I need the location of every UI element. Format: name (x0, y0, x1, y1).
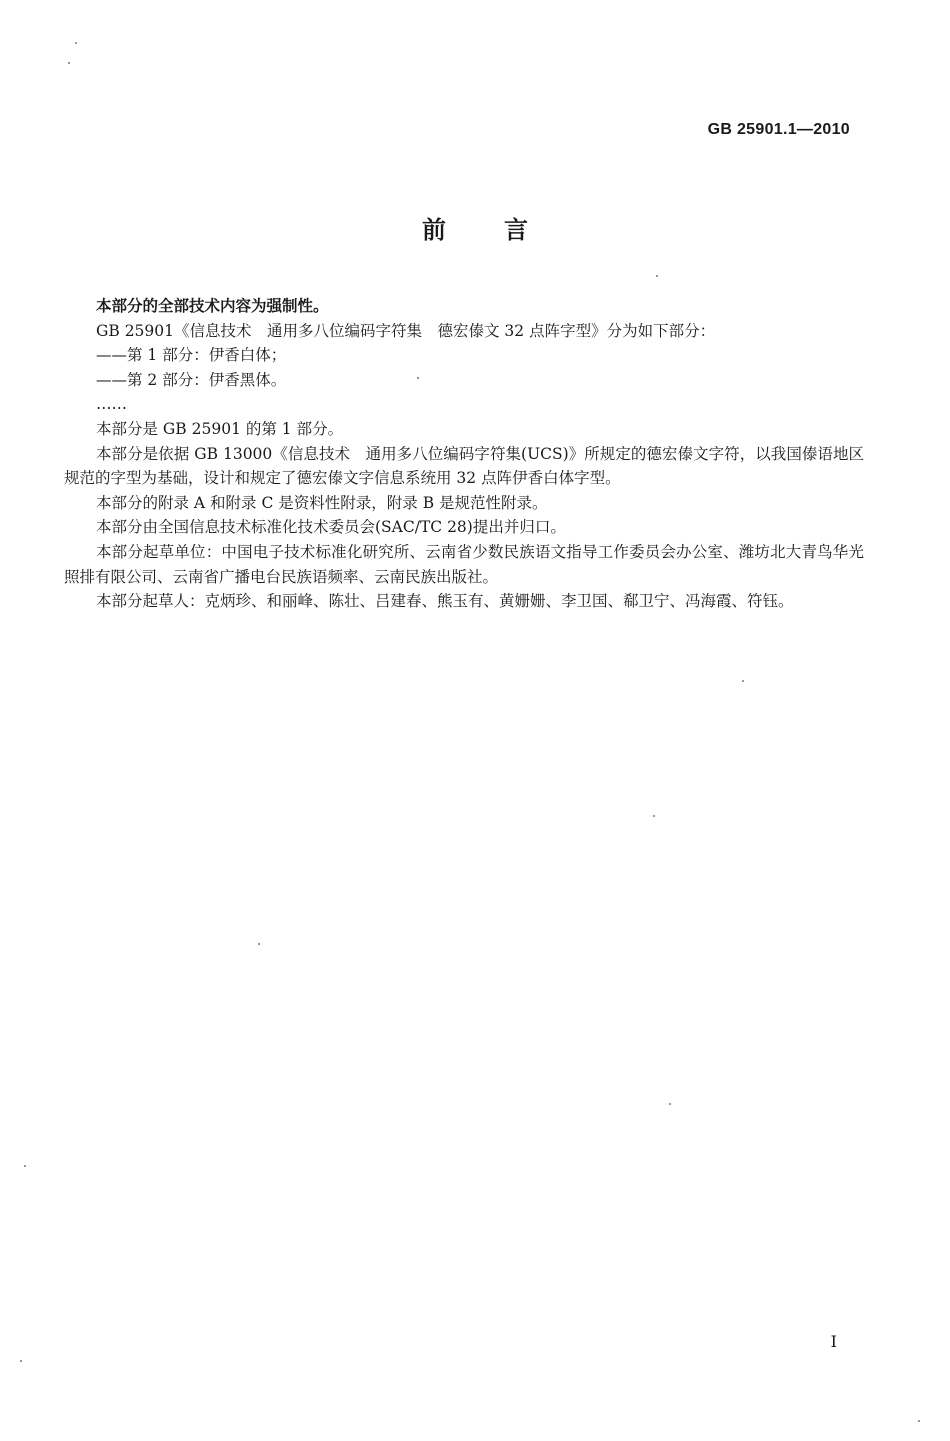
foreword-body (64, 294, 864, 614)
scan-speck (742, 680, 744, 682)
ellipsis: …… (96, 395, 127, 414)
part-list-item: ——第 1 部分：伊香白体； (96, 346, 287, 365)
scan-speck (20, 1360, 22, 1362)
scan-speck (417, 377, 419, 379)
part-list-item: ——第 2 部分：伊香黑体。 (96, 370, 287, 389)
part-relation-paragraph: 本部分是 GB 25901 的第 1 部分。 (96, 419, 344, 438)
scan-speck (918, 1420, 920, 1422)
basis-paragraph: 本部分是依据 GB 13000《信息技术 通用多八位编码字符集(UCS)》所规定的德宏傣文字符，以我国傣语地区规范的字型为基础，设计和规定了德宏傣文字信息系统用 32 点阵伊香白体字型。 (64, 444, 864, 488)
scan-speck (669, 1103, 671, 1105)
annex-paragraph: 本部分的附录 A 和附录 C 是资料性附录，附录 B 是规范性附录。 (96, 493, 548, 512)
scan-speck (75, 42, 77, 44)
scan-speck (68, 62, 70, 64)
drafters-paragraph: 本部分起草人：克炳珍、和丽峰、陈壮、吕建春、熊玉有、黄姗姗、李卫国、郗卫宁、冯海霞、符钰。 (96, 592, 794, 611)
scan-speck (258, 943, 260, 945)
scan-speck (653, 815, 655, 817)
standard-number: GB 25901.1—2010 (707, 121, 850, 138)
proposer-paragraph: 本部分由全国信息技术标准化技术委员会(SAC/TC 28)提出并归口。 (96, 518, 566, 537)
drafting-units-paragraph: 本部分起草单位：中国电子技术标准化研究所、云南省少数民族语文指导工作委员会办公室、潍坊北大青鸟华光照排有限公司、云南省广播电台民族语频率、云南民族出版社。 (64, 542, 864, 586)
scan-speck (656, 275, 658, 277)
page-title: 前言 (422, 216, 586, 244)
mandatory-statement: 本部分的全部技术内容为强制性。 (96, 297, 329, 315)
page-number: I (830, 1332, 837, 1351)
series-structure-paragraph: GB 25901《信息技术 通用多八位编码字符集 德宏傣文 32 点阵字型》分为如下部分： (96, 321, 716, 340)
scan-speck (24, 1165, 26, 1167)
